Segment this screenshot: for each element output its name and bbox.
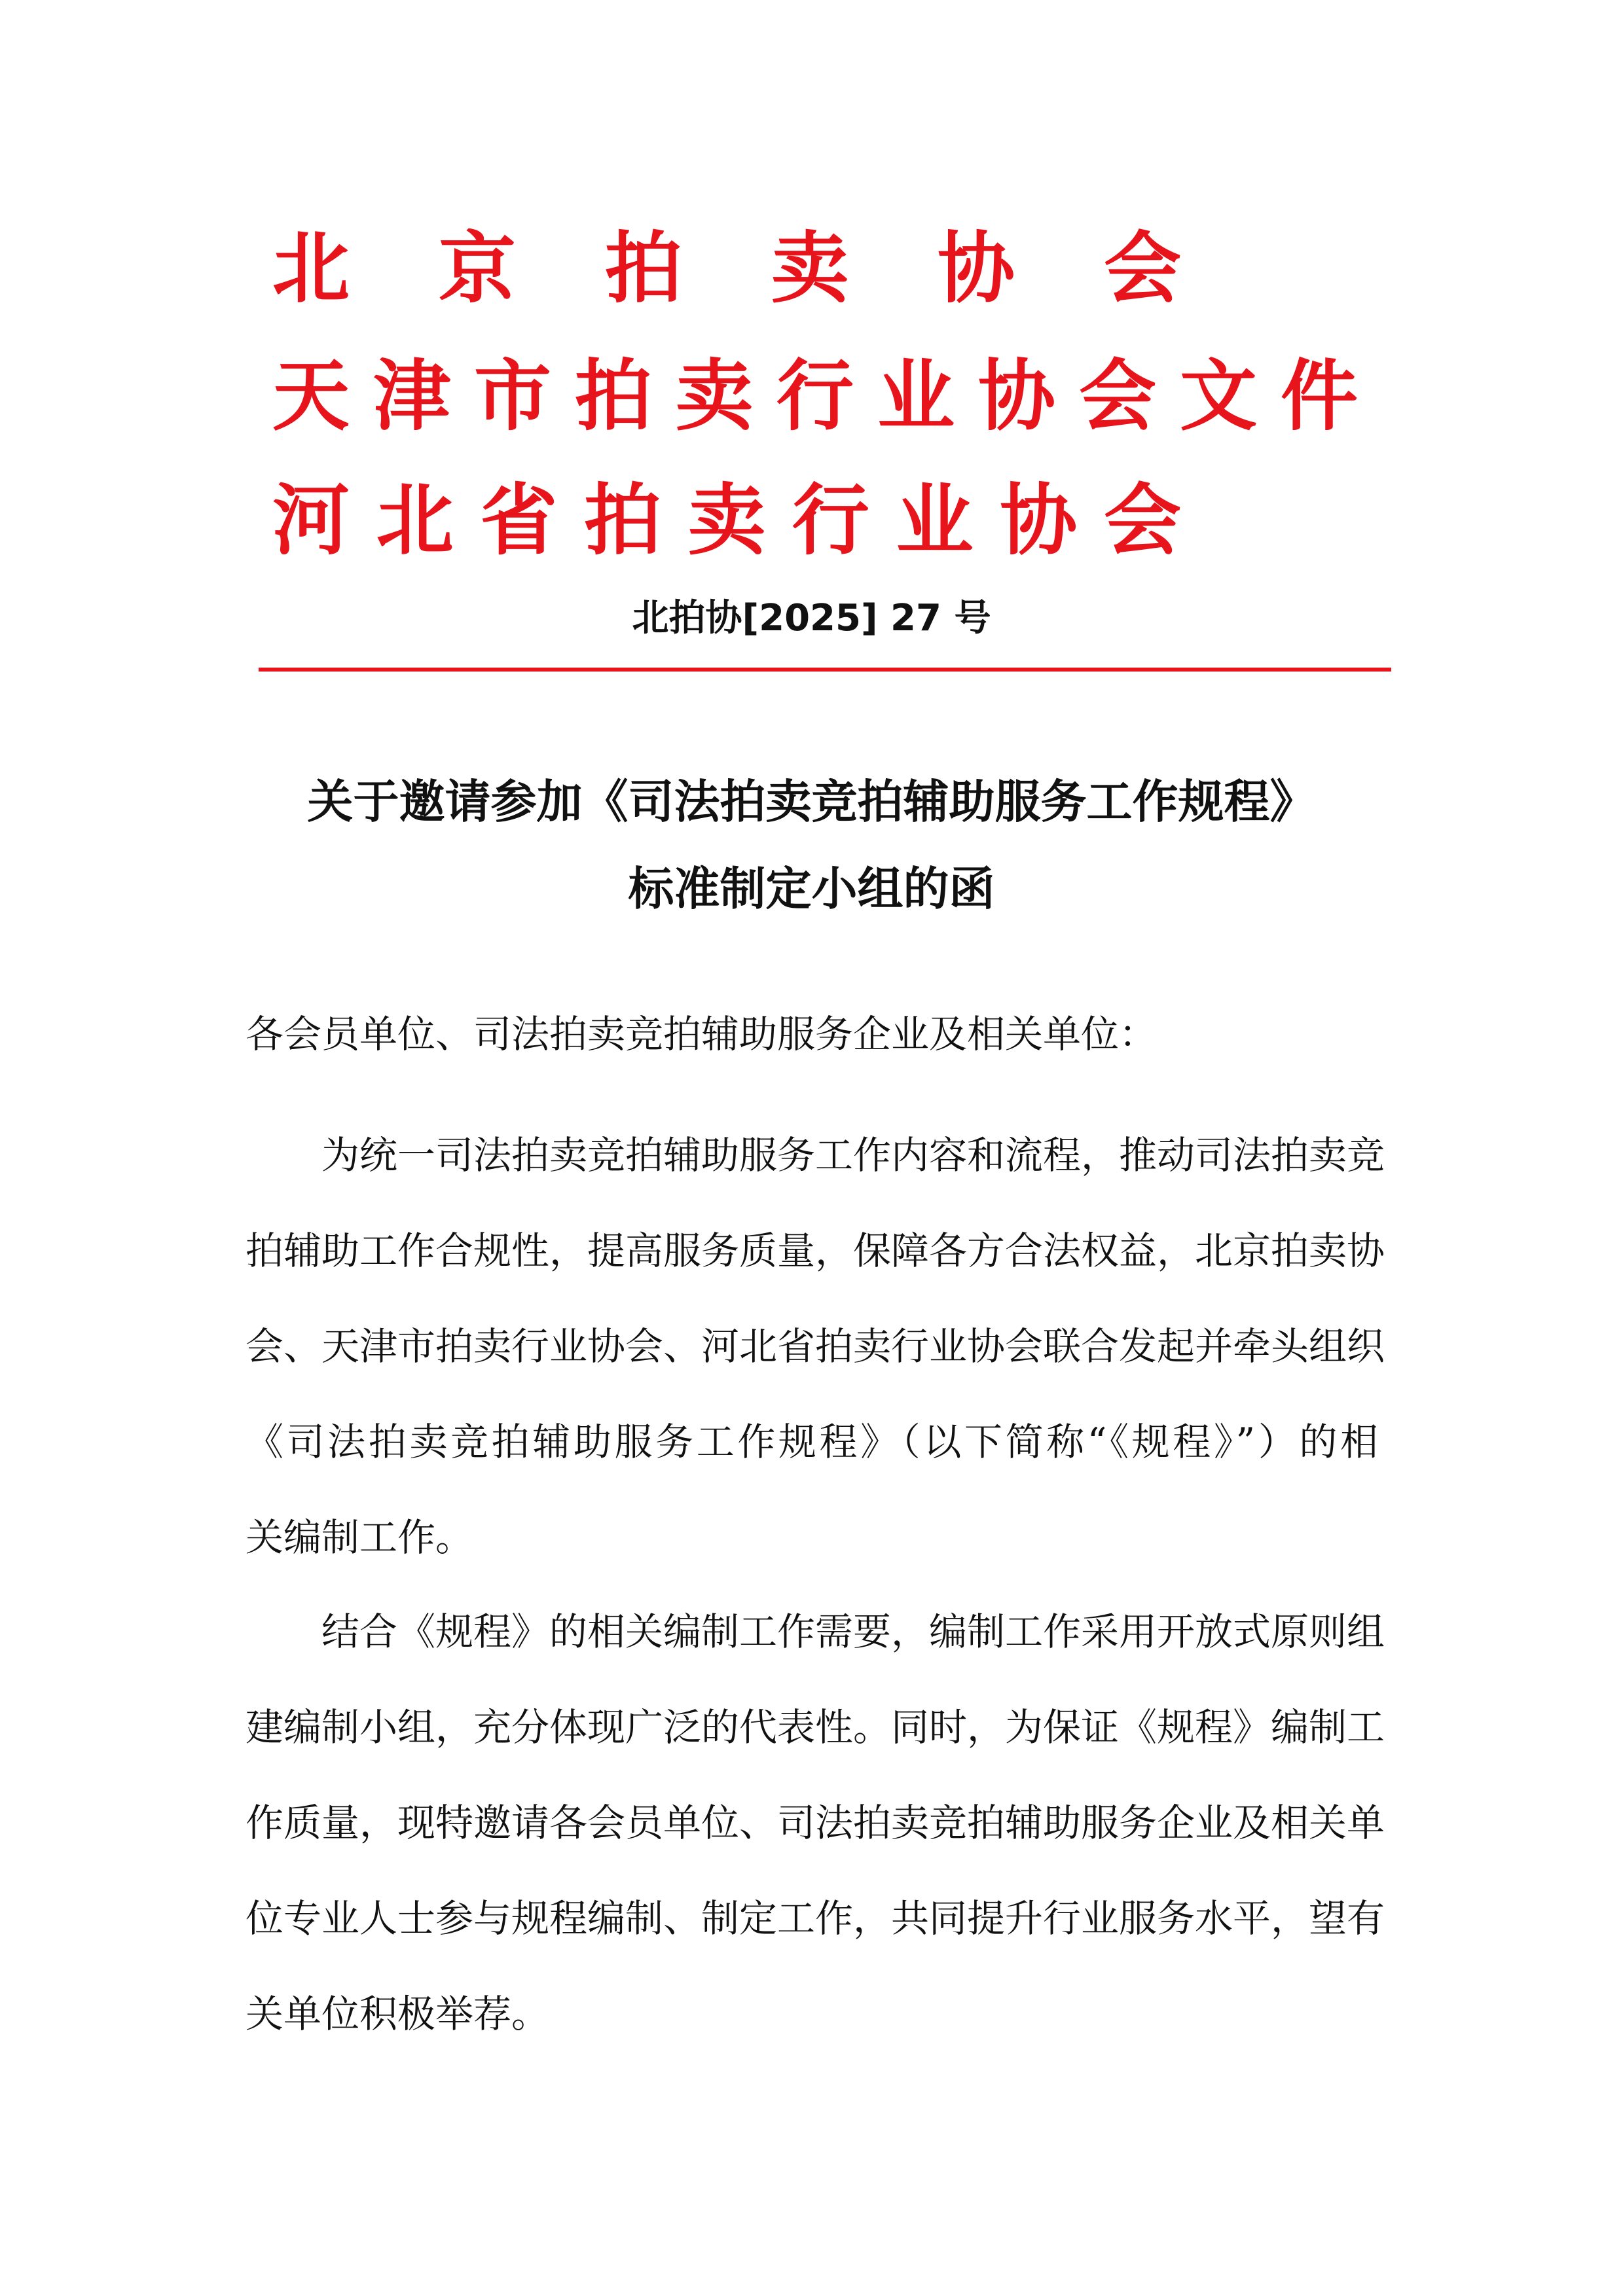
- paragraph-line: 关单位积极举荐。: [246, 1992, 550, 2036]
- document-number: 北拍协[2025] 27 号: [632, 597, 991, 639]
- title-line-1: 关于邀请参加《司法拍卖竞拍辅助服务工作规程》: [307, 774, 1316, 829]
- masthead-char: 北: [376, 475, 454, 565]
- masthead-char: 会: [1103, 223, 1181, 314]
- masthead-char: 河: [272, 475, 350, 565]
- masthead-char: 拍: [604, 223, 682, 314]
- masthead-char: 行: [792, 475, 869, 565]
- paragraph-line: 建编制小组，充分体现广泛的代表性。同时，为保证《规程》编制工: [246, 1705, 1385, 1749]
- paragraph-line: 《司法拍卖竞拍辅助服务工作规程》（以下简称“《规程》”）的相: [246, 1420, 1378, 1464]
- paragraph-line: 为统一司法拍卖竞拍辅助服务工作内容和流程，推动司法拍卖竞: [321, 1133, 1385, 1177]
- red-divider: [259, 668, 1391, 672]
- masthead-line-2: [268, 347, 1362, 445]
- masthead-line-3: [268, 471, 1185, 569]
- paragraph-line: 拍辅助工作合规性，提高服务质量，保障各方合法权益，北京拍卖协: [246, 1229, 1385, 1273]
- masthead-char: 件: [1280, 350, 1358, 441]
- masthead-char: 会: [1103, 475, 1181, 565]
- body-paragraph-1: [246, 1107, 1385, 1585]
- masthead-char: 协: [977, 350, 1055, 441]
- paragraph-line: 结合《规程》的相关编制工作需要，编制工作采用开放式原则组: [321, 1609, 1385, 1654]
- masthead-char: 协: [937, 223, 1015, 314]
- paragraph-line: 作质量，现特邀请各会员单位、司法拍卖竞拍辅助服务企业及相关单: [246, 1801, 1385, 1845]
- masthead-char: 业: [877, 350, 955, 441]
- masthead-char: 省: [480, 475, 558, 565]
- masthead-char: 卖: [687, 475, 765, 565]
- masthead-char: 协: [1000, 475, 1078, 565]
- masthead-char: 北: [272, 223, 350, 314]
- masthead-char: 业: [896, 475, 974, 565]
- masthead-char: 行: [776, 350, 854, 441]
- masthead-char: 卖: [675, 350, 753, 441]
- masthead-char: 拍: [584, 475, 662, 565]
- masthead-char: 天: [272, 350, 350, 441]
- masthead-char: 文: [1179, 350, 1257, 441]
- masthead-char: 津: [373, 350, 450, 441]
- masthead-char: 卖: [771, 223, 848, 314]
- masthead-char: 京: [438, 223, 516, 314]
- masthead-char: 市: [473, 350, 551, 441]
- paragraph-line: 关编制工作。: [246, 1515, 474, 1560]
- title-line-2: 标准制定小组的函: [628, 861, 995, 916]
- salutation: 各会员单位、司法拍卖竞拍辅助服务企业及相关单位：: [246, 1012, 1158, 1056]
- paragraph-line: 位专业人士参与规程编制、制定工作，共同提升行业服务水平，望有: [246, 1896, 1385, 1941]
- masthead-char: 拍: [574, 350, 652, 441]
- masthead-char: 会: [1078, 350, 1156, 441]
- body-paragraph-2: [246, 1584, 1385, 2062]
- paragraph-line: 会、天津市拍卖行业协会、河北省拍卖行业协会联合发起并牵头组织: [246, 1324, 1385, 1369]
- masthead-line-1: [268, 219, 1185, 317]
